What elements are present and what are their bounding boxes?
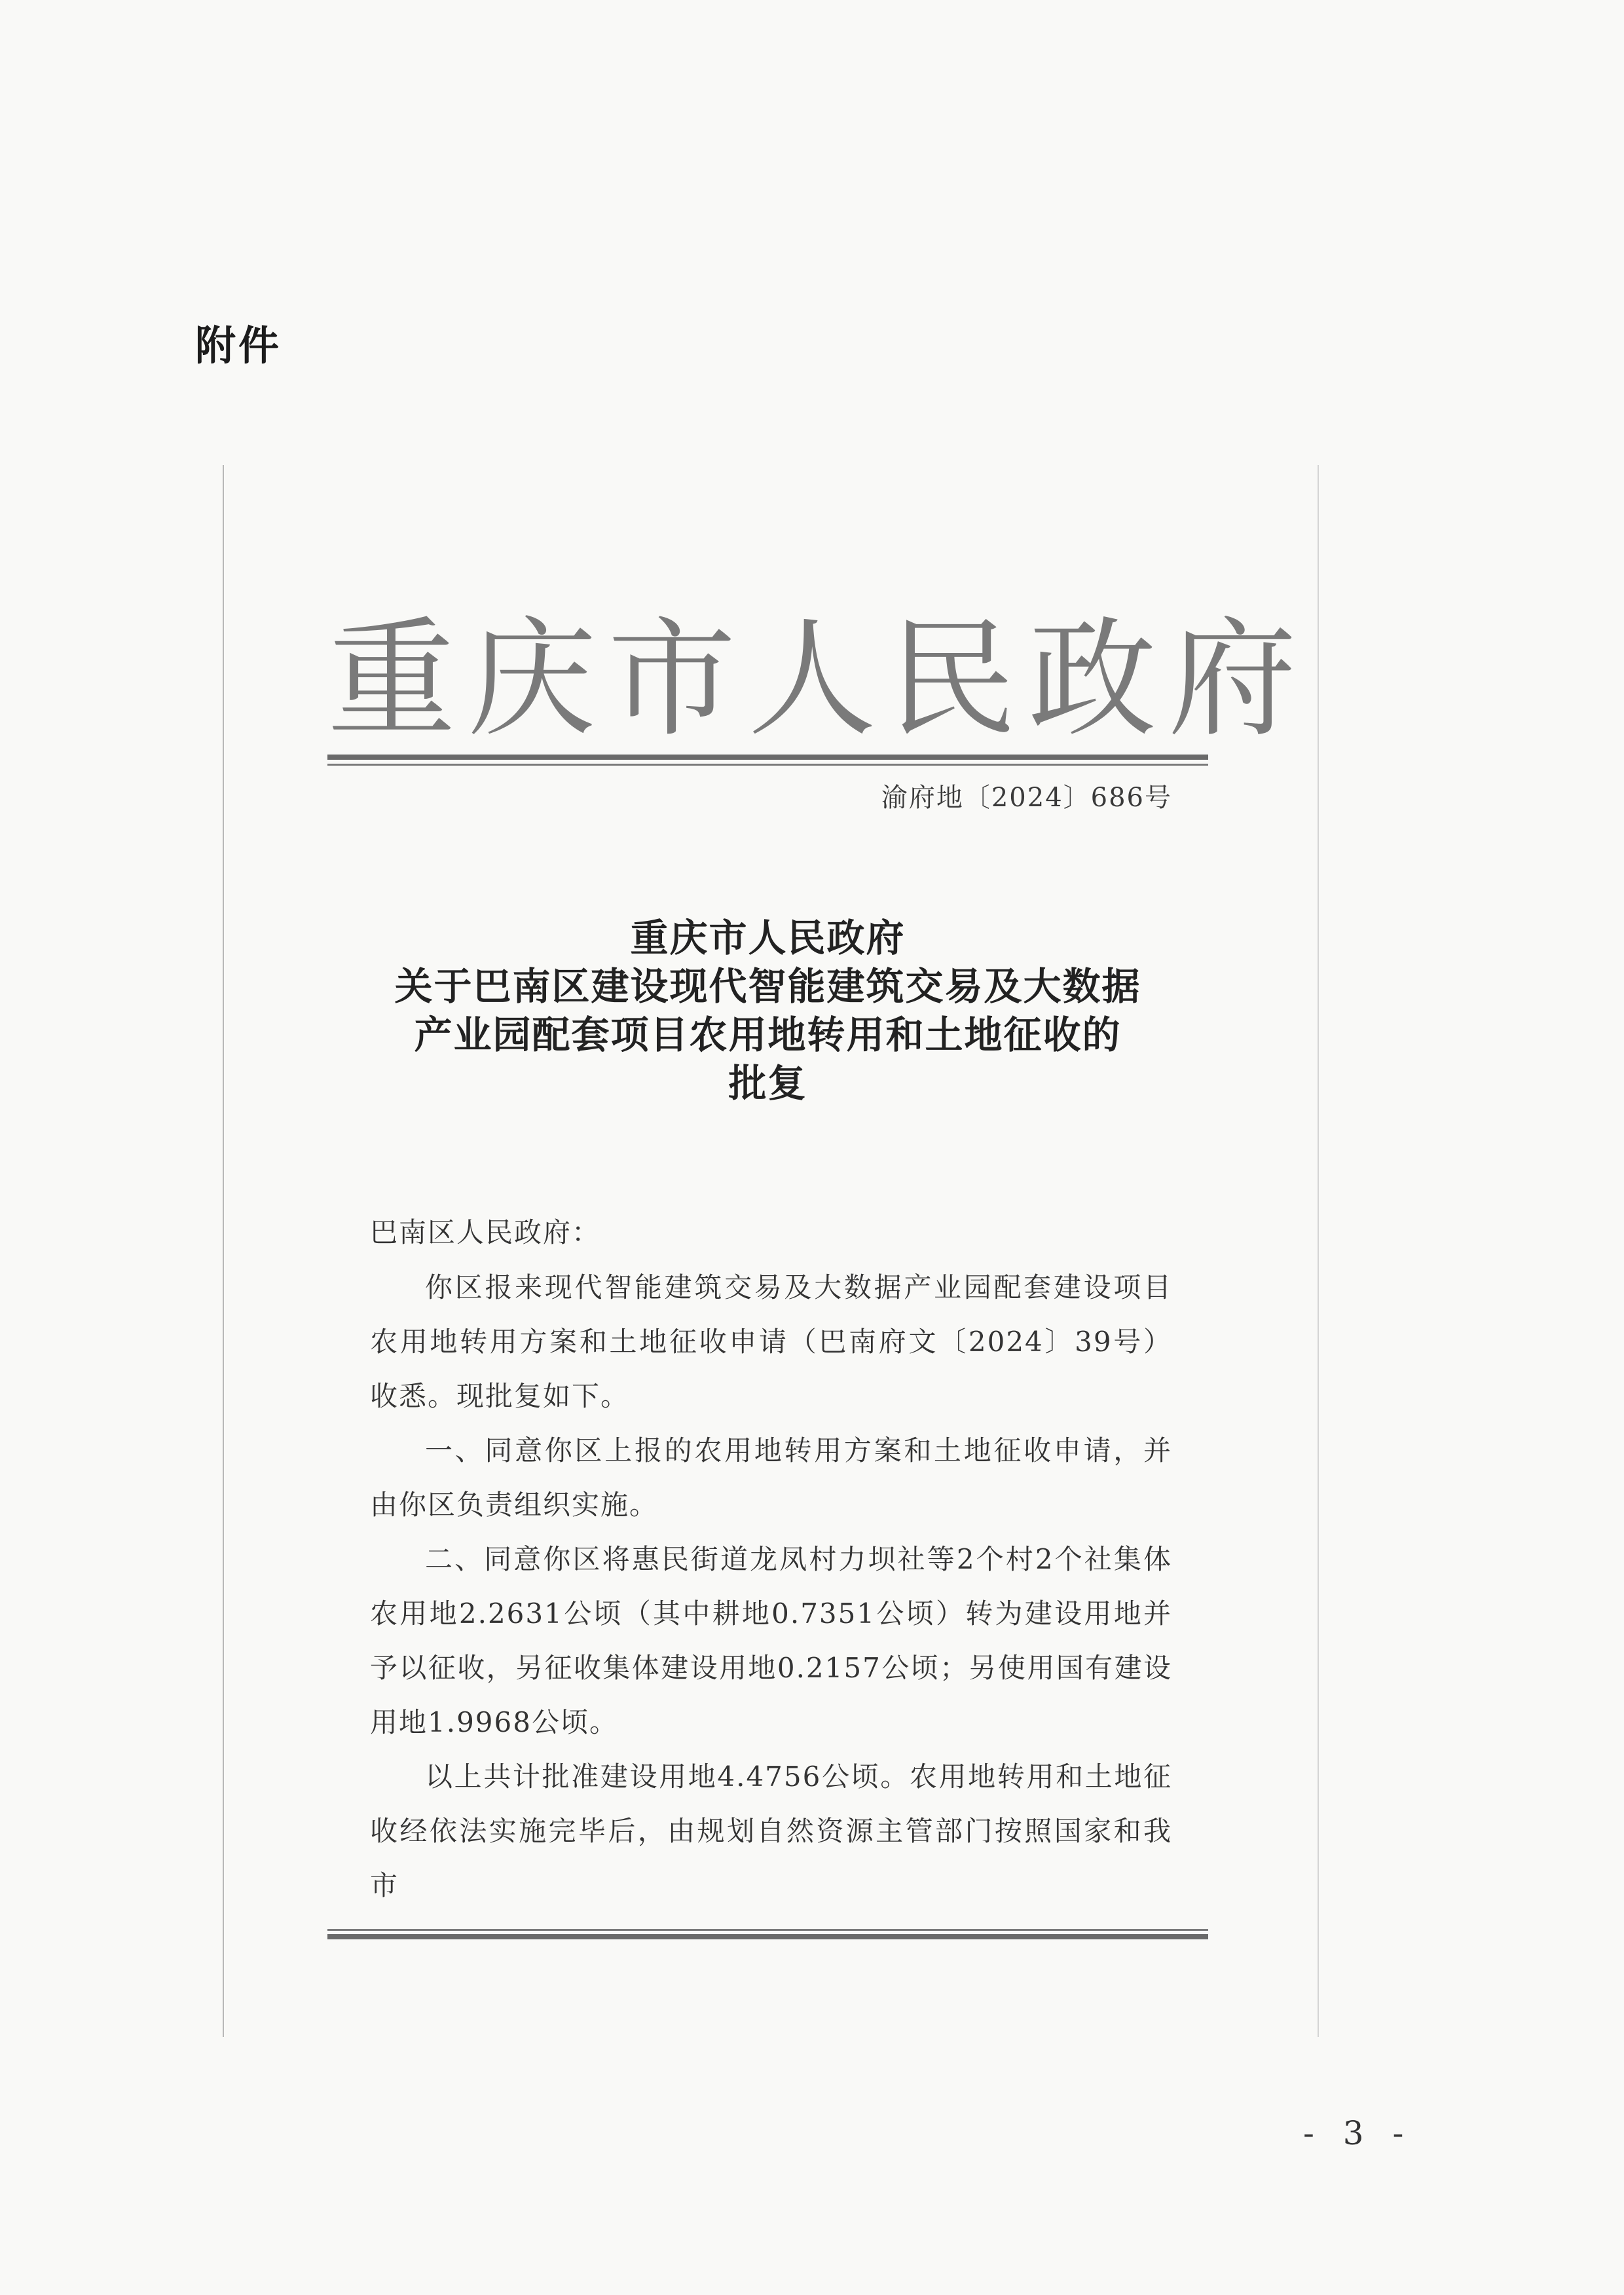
attachment-label: 附件	[195, 322, 282, 369]
body-paragraph: 你区报来现代智能建筑交易及大数据产业园配套建设项目农用地转用方案和土地征收申请（巴南府文〔2024〕39号）收悉。现批复如下。	[370, 1271, 1172, 1412]
masthead-rule-thin	[327, 764, 1208, 766]
document-body	[370, 1205, 1172, 1912]
bottom-rule-thick	[327, 1934, 1208, 1939]
body-paragraph: 二、同意你区将惠民街道龙凤村力坝社等2个村2个社集体农用地2.2631公顷（其中耕地0.7351公顷）转为建设用地并予以征收，另征收集体建设用地0.2157公顷；另使用国有建设用地1.9968公顷。	[370, 1543, 1172, 1738]
body-paragraph: 以上共计批准建设用地4.4756公顷。农用地转用和土地征收经依法实施完毕后，由规划自然资源主管部门按照国家和我市	[370, 1761, 1172, 1901]
document-number: 渝府地〔2024〕686号	[881, 783, 1172, 813]
body-paragraph: 一、同意你区上报的农用地转用方案和土地征收申请，并由你区负责组织实施。	[370, 1434, 1172, 1521]
bottom-rule-thin	[327, 1929, 1208, 1931]
title-line: 产业园配套项目农用地转用和土地征收的	[414, 1013, 1122, 1057]
document-title	[327, 914, 1208, 1108]
addressee: 巴南区人民政府：	[370, 1216, 601, 1248]
title-line: 重庆市人民政府	[630, 916, 906, 960]
masthead-rule-thick	[327, 755, 1208, 760]
title-line: 批复	[728, 1061, 807, 1106]
title-line: 关于巴南区建设现代智能建筑交易及大数据	[394, 964, 1141, 1009]
masthead-title: 重庆市人民政府	[327, 605, 1309, 755]
page-number: - 3 -	[1303, 2114, 1413, 2152]
